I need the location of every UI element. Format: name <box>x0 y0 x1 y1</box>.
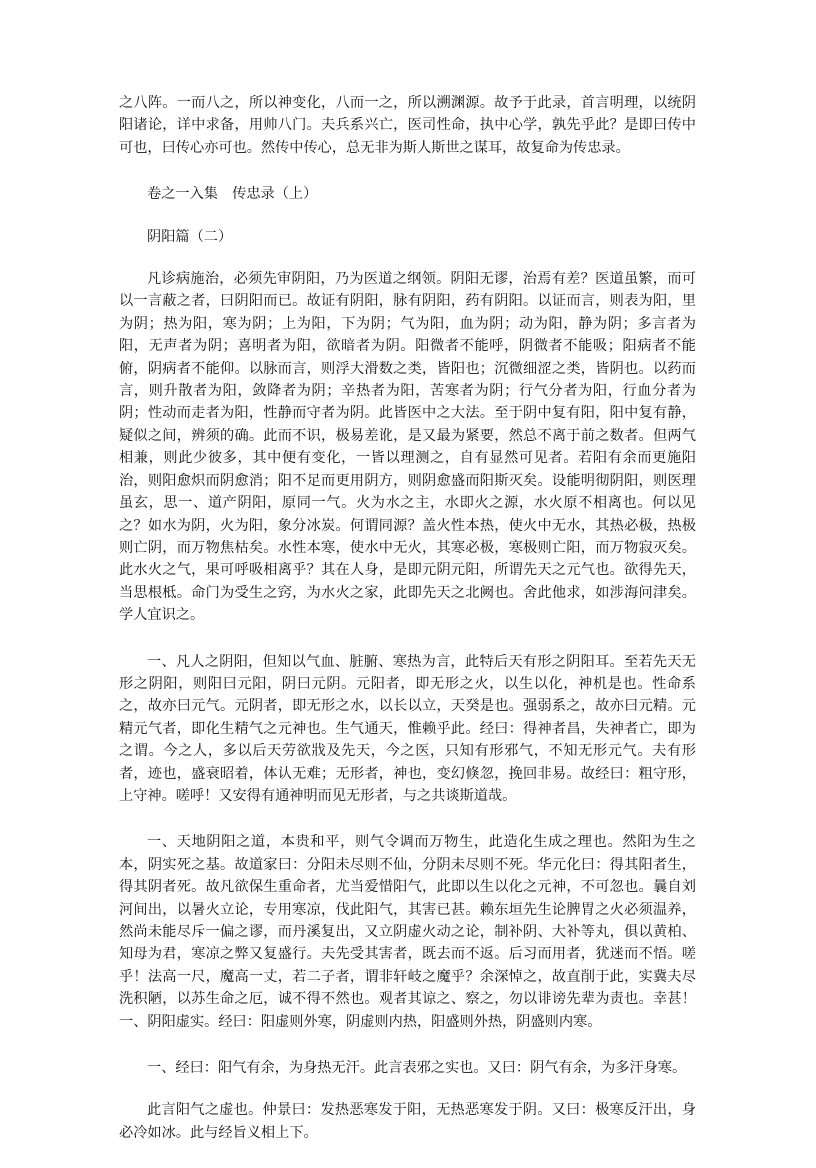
body-paragraph-5: 此言阳气之虚也。仲景曰：发热恶寒发于阳，无热恶寒发于阴。又曰：极寒反汗出，身必冷如冰。此与经旨义相上下。 <box>119 1102 696 1141</box>
document-page <box>119 92 696 1168</box>
body-paragraph-1: 凡诊病施治，必须先审阴阳，乃为医道之纲领。阴阳无谬，治焉有差？医道虽繁，而可以一言蔽之者，曰阴阳而已。故证有阴阳，脉有阴阳，药有阴阳。以证而言，则表为阳，里为阴；热为阳，寒为阴；上为阳，下为阴；气为阳，血为阴；动为阳，静为阴；多言者为阳，无声者为阴；喜明者为阳，欲暗者为阴。阳微者不能呼，阴微者不能吸；阳病者不能俯，阴病者不能仰。以脉而言，则浮大滑数之类，皆阳也；沉微细涩之类，皆阴也。以药而言，则升散者为阳，敛降者为阴；辛热者为阳，苦寒者为阴；行气分者为阳，行血分者为阴；性动而走者为阳，性静而守者为阴。此皆医中之大法。至于阴中复有阳，阳中复有静，疑似之间，辨须的确。此而不识，极易差讹，是又最为紧要，然总不离于前之数者。但两气相兼，则此少彼多，其中便有变化，一皆以理测之，自有显然可见者。若阳有余而更施阳治，则阳愈炽而阴愈消；阳不足而更用阴方，则阴愈盛而阳斯灭矣。设能明彻阴阳，则医理虽玄，思一、道产阴阳，原同一气。火为水之主，水即火之源，水火原不相离也。何以见之？如水为阴，火为阳，象分冰炭。何谓同源？盖火性本热，使火中无水，其热必极，热极则亡阴，而万物焦枯矣。水性本寒，使水中无火，其寒必极，寒极则亡阳，而万物寂灭矣。此水火之气，果可呼吸相离乎？其在人身，是即元阴元阳，所谓先天之元气也。欲得先天，当思根柢。命门为受生之窍，为水火之家，此即先天之北阙也。舍此他求，如涉海问津矣。学人宜识之。 <box>119 271 696 624</box>
section-title: 阴阳篇（二） <box>147 228 233 245</box>
body-paragraph-3: 一、天地阴阳之道，本贵和平，则气令调而万物生，此造化生成之理也。然阳为生之本，阴实死之基。故道家曰：分阳未尽则不仙，分阴未尽则不死。华元化曰：得其阳者生，得其阴者死。故凡欲保生重命者，尤当爱惜阳气，此即以生以化之元神，不可忽也。曩自刘河间出，以暑火立论，专用寒凉，伐此阳气，其害已甚。赖东垣先生论脾胃之火必须温养，然尚未能尽斥一偏之谬，而丹溪复出，又立阴虚火动之论，制补阴、大补等丸，俱以黄柏、知母为君，寒凉之弊又复盛行。夫先受其害者，既去而不返。后习而用者，犹迷而不悟。嗟乎！法高一尺，魔高一丈，若二子者，谓非轩岐之魔乎？余深悼之，故直削于此，实冀夫尽洗积陋，以苏生命之厄，诚不得不然也。观者其谅之、察之，勿以诽谤先辈为责也。幸甚！一、阴阳虚实。经曰：阳虚则外寒，阴虚则内热，阳盛则外热，阴盛则内寒。 <box>119 834 696 1030</box>
intro-paragraph: 之八阵。一而八之，所以神变化，八而一之，所以溯渊源。故予于此录，首言明理，以统阴阳诸论，详中求备，用帅八门。夫兵系兴亡，医司性命，执中心学，孰先乎此？是即曰传中可也，曰传心亦可也。然传中传心，总无非为斯人斯世之谋耳，故复命为传忠录。 <box>119 95 696 156</box>
body-paragraph-2: 一、凡人之阴阳，但知以气血、脏腑、寒热为言，此特后天有形之阴阳耳。至若先天无形之阴阳，则阳曰元阳，阴曰元阴。元阳者，即无形之火，以生以化，神机是也。性命系之，故亦曰元气。元阴者，即无形之水，以长以立，天癸是也。强弱系之，故亦曰元精。元精元气者，即化生精气之元神也。生气通天，惟赖乎此。经曰：得神者昌，失神者亡，即为之谓。今之人，多以后天劳欲戕及先天，今之医，只知有形邪气，不知无形元气。夫有形者，迹也，盛衰昭着，体认无难；无形者，神也，变幻倏忽，挽回非易。故经曰：粗守形，上守神。嗟呼！又安得有通神明而见无形者，与之共谈斯道哉。 <box>119 653 696 804</box>
volume-title: 卷之一入集 传忠录（上） <box>147 186 318 203</box>
body-paragraph-4: 一、经曰：阳气有余，为身热无汗。此言表邪之实也。又曰：阴气有余，为多汗身寒。 <box>147 1060 687 1077</box>
